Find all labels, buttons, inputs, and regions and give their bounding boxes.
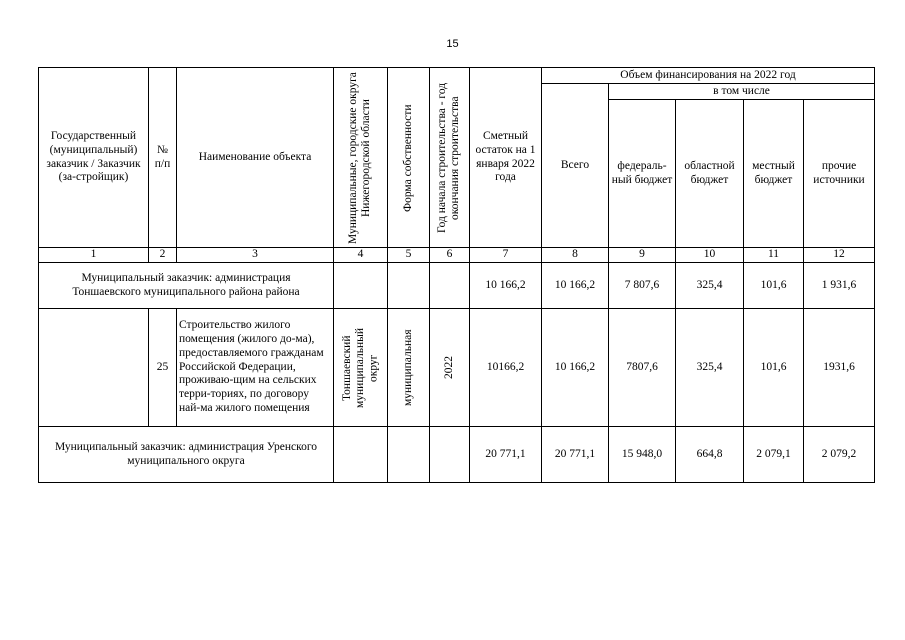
other-cell: 1 931,6 <box>804 263 875 309</box>
col-number: 12 <box>804 248 875 263</box>
col-number: 5 <box>388 248 430 263</box>
header-total: Всего <box>542 84 609 248</box>
total-cell: 10 166,2 <box>542 309 609 427</box>
header-municipal <box>334 68 388 248</box>
header-ownership-text: Форма собственности <box>401 103 414 212</box>
col-number: 1 <box>39 248 149 263</box>
header-municipal-text: Муниципальные, городские округа Нижегородской области <box>347 71 373 244</box>
empty-cell <box>430 427 470 483</box>
header-years <box>430 68 470 248</box>
other-cell: 1931,6 <box>804 309 875 427</box>
page-number: 15 <box>446 38 459 50</box>
header-customer: Государственный (муниципальный) заказчик / Заказчик (за-стройщик) <box>39 68 149 248</box>
header-including: в том числе <box>609 84 875 100</box>
table-row <box>39 427 875 483</box>
empty-cell <box>334 427 388 483</box>
table-row <box>39 263 875 309</box>
regional-cell: 325,4 <box>676 263 744 309</box>
remaining-cell: 20 771,1 <box>470 427 542 483</box>
header-ownership <box>388 68 430 248</box>
federal-cell: 15 948,0 <box>609 427 676 483</box>
col-number: 10 <box>676 248 744 263</box>
col-number: 9 <box>609 248 676 263</box>
years-cell <box>430 309 470 427</box>
col-number: 3 <box>177 248 334 263</box>
col-number: 7 <box>470 248 542 263</box>
other-cell: 2 079,2 <box>804 427 875 483</box>
municipal-text: Тоншаевский муниципальный округ <box>340 327 380 408</box>
regional-cell: 664,8 <box>676 427 744 483</box>
remaining-cell: 10 166,2 <box>470 263 542 309</box>
municipal-cell <box>334 309 388 427</box>
local-cell: 101,6 <box>744 309 804 427</box>
header-years-text: Год начала строительства - год окончания строительства <box>436 82 462 233</box>
header-regional: областной бюджет <box>676 100 744 248</box>
header-funding: Объем финансирования на 2022 год <box>542 68 875 84</box>
ownership-cell <box>388 309 430 427</box>
num-cell: 25 <box>149 309 177 427</box>
federal-cell: 7 807,6 <box>609 263 676 309</box>
total-cell: 20 771,1 <box>542 427 609 483</box>
total-cell: 10 166,2 <box>542 263 609 309</box>
empty-cell <box>39 309 149 427</box>
local-cell: 2 079,1 <box>744 427 804 483</box>
header-other: прочие источники <box>804 100 875 248</box>
col-number: 8 <box>542 248 609 263</box>
remaining-cell: 10166,2 <box>470 309 542 427</box>
header-object-name: Наименование объекта <box>177 68 334 248</box>
object-name-cell: Строительство жилого помещения (жилого до-ма), предоставляемого гражданам Российской Федерации, проживаю-щим на сельских терри-ториях, по договору най-ма жилого помещения <box>177 309 334 427</box>
header-remaining: Сметный остаток на 1 января 2022 года <box>470 68 542 248</box>
col-number: 11 <box>744 248 804 263</box>
table-row <box>39 309 875 427</box>
col-number: 6 <box>430 248 470 263</box>
col-number: 4 <box>334 248 388 263</box>
empty-cell <box>388 427 430 483</box>
years-text: 2022 <box>442 356 455 379</box>
local-cell: 101,6 <box>744 263 804 309</box>
ownership-text: муниципальная <box>401 329 414 406</box>
empty-cell <box>430 263 470 309</box>
header-local: местный бюджет <box>744 100 804 248</box>
header-num: № п/п <box>149 68 177 248</box>
federal-cell: 7807,6 <box>609 309 676 427</box>
empty-cell <box>334 263 388 309</box>
customer-cell: Муниципальный заказчик: администрация Уренского муниципального округа <box>39 427 334 483</box>
col-number: 2 <box>149 248 177 263</box>
empty-cell <box>388 263 430 309</box>
customer-cell: Муниципальный заказчик: администрация Тоншаевского муниципального района района <box>39 263 334 309</box>
header-federal: федераль-ный бюджет <box>609 100 676 248</box>
financing-table <box>38 67 875 483</box>
regional-cell: 325,4 <box>676 309 744 427</box>
